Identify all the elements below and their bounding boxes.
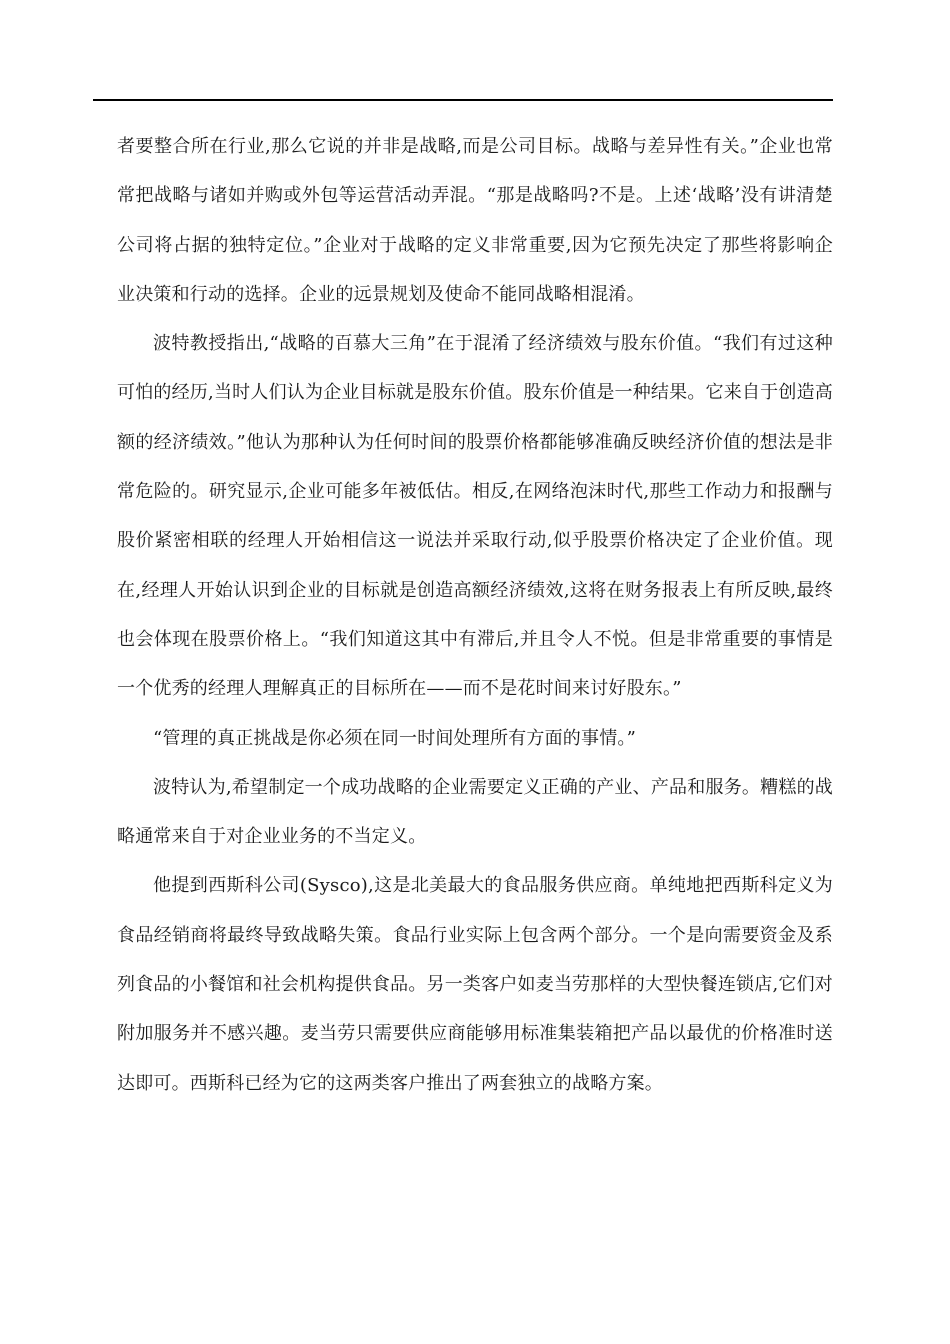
paragraph-2: 波特教授指出,“战略的百慕大三角”在于混淆了经济绩效与股东价值。“我们有过这种可怕的经历,当时人们认为企业目标就是股东价值。股东价值是一种结果。它来自于创造高额的经济绩效。”他认为那种认为任何时间的股票价格都能够准确反映经济价值的想法是非常危险的。研究显示,企业可能多年被低估。相反,在网络泡沫时代,那些工作动力和报酬与股价紧密相联的经理人开始相信这一说法并采取行动,似乎股票价格决定了企业价值。现在,经理人开始认识到企业的目标就是创造高额经济绩效,这将在财务报表上有所反映,最终也会体现在股票价格上。“我们知道这其中有滞后,并且令人不悦。但是非常重要的事情是一个优秀的经理人理解真正的目标所在——而不是花时间来讨好股东。” xyxy=(117,333,833,700)
header-rule xyxy=(93,99,833,101)
document-body xyxy=(117,122,833,1108)
paragraph-5: 他提到西斯科公司(Sysco),这是北美最大的食品服务供应商。单纯地把西斯科定义为食品经销商将最终导致战略失策。食品行业实际上包含两个部分。一个是向需要资金及系列食品的小餐馆和社会机构提供食品。另一类客户如麦当劳那样的大型快餐连锁店,它们对附加服务并不感兴趣。麦当劳只需要供应商能够用标准集装箱把产品以最优的价格准时送达即可。西斯科已经为它的这两类客户推出了两套独立的战略方案。 xyxy=(117,875,833,1094)
paragraph-4: 波特认为,希望制定一个成功战略的企业需要定义正确的产业、产品和服务。糟糕的战略通常来自于对企业业务的不当定义。 xyxy=(117,776,833,848)
paragraph-3: “管理的真正挑战是你必须在同一时间处理所有方面的事情。” xyxy=(153,727,637,749)
paragraph-1: 者要整合所在行业,那么它说的并非是战略,而是公司目标。战略与差异性有关。”企业也常常把战略与诸如并购或外包等运营活动弄混。“那是战略吗?不是。上述‘战略’没有讲清楚公司将占据的独特定位。”企业对于战略的定义非常重要,因为它预先决定了那些将影响企业决策和行动的选择。企业的远景规划及使命不能同战略相混淆。 xyxy=(117,136,833,305)
